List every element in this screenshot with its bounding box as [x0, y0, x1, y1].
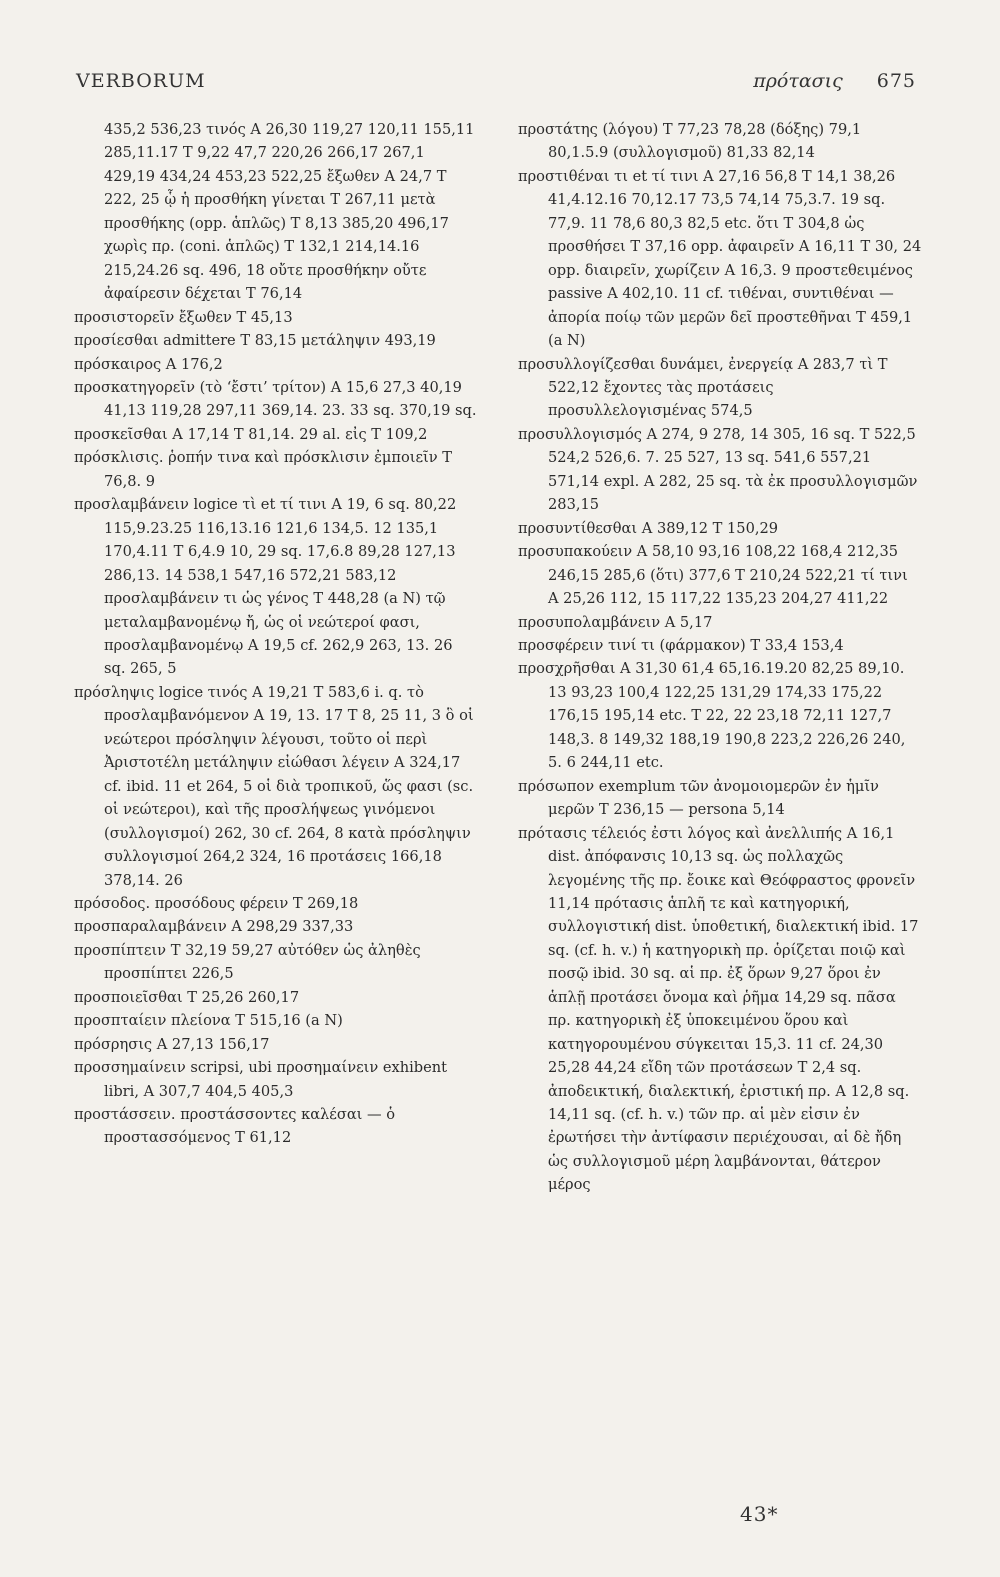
index-entry: προσυντίθεσθαι A 389,12 T 150,29: [518, 519, 779, 537]
index-entry: προστάσσειν. προστάσσοντες καλέσαι — ὁ προστασσόμενος T 61,12: [74, 1106, 396, 1147]
index-entry: 435,2 536,23 τινός A 26,30 119,27 120,11 155,11 285,11.17 T 9,22 47,7 220,26 266,17 267,1 429,19 434,24 453,23 522,25 ἔξωθεν A 24,7 T 222, 25 ᾧ ἡ προσθήκη γίνεται T 267,11 μετὰ προσθήκης (opp. ἁπλῶς) T 8,13 385,20 496,17 χωρὶς πρ. (coni. ἁπλῶς) T 132,1 214,14.16 215,24.26 sq. 496, 18 οὔτε προσθήκην οὔτε ἀφαίρεσιν δέχεται T 76,14: [104, 121, 475, 303]
index-entry: προσκατηγορεῖν (τὸ ‘ἔστι’ τρίτον) A 15,6 27,3 40,19 41,13 119,28 297,11 369,14. 23. 33 sq. 370,19 sq.: [74, 378, 477, 420]
index-entry: προσπίπτειν T 32,19 59,27 αὐτόθεν ὡς ἀληθὲς προσπίπτει 226,5: [74, 941, 421, 983]
index-entry: πρόσκλισις. ῥοπήν τινα καὶ πρόσκλισιν ἐμποιεῖν T 76,8. 9: [74, 449, 453, 490]
right-column: [518, 118, 922, 1197]
index-entry: προσπταίειν πλείονα T 515,16 (a N): [74, 1012, 343, 1030]
index-columns: [74, 118, 922, 1197]
index-entry: προσσημαίνειν scripsi, ubi προσημαίνειν exhibent libri, A 307,7 404,5 405,3: [74, 1059, 448, 1100]
index-entry: προσυλλογισμός A 274, 9 278, 14 305, 16 sq. T 522,5 524,2 526,6. 7. 25 527, 13 sq. 541,6 557,21 571,14 expl. A 282, 25 sq. τὰ ἐκ προσυλλογισμῶν 283,15: [518, 425, 918, 514]
index-entry: προσυλλογίζεσθαι δυνάμει, ἐνεργείᾳ A 283,7 τὶ T 522,12 ἔχοντες τὰς προτάσεις προσυλλελογισμένας 574,5: [518, 355, 888, 420]
index-entry: προσκεῖσθαι A 17,14 T 81,14. 29 al. εἰς T 109,2: [74, 425, 428, 443]
index-entry: προσποιεῖσθαι T 25,26 260,17: [74, 988, 300, 1006]
index-entry: προσυπακούειν A 58,10 93,16 108,22 168,4 212,35 246,15 285,6 (ὅτι) 377,6 T 210,24 522,21 τί τινι A 25,26 112, 15 117,22 135,23 204,27 411,22: [518, 543, 908, 608]
index-entry: προσυπολαμβάνειν A 5,17: [518, 613, 713, 631]
index-entry: προσιστορεῖν ἔξωθεν T 45,13: [74, 308, 293, 326]
running-head-left: VERBORUM: [76, 70, 206, 92]
index-entry: προσχρῆσθαι A 31,30 61,4 65,16.19.20 82,25 89,10. 13 93,23 100,4 122,25 131,29 174,33 175,22 176,15 195,14 etc. T 22, 22 23,18 72,11 127,7 148,3. 8 149,32 188,19 190,8 223,2 226,26 240, 5. 6 244,11 etc.: [518, 660, 906, 772]
index-entry: πρόσρησις A 27,13 156,17: [74, 1035, 270, 1053]
running-head-right: [753, 70, 916, 92]
index-entry: πρόσωπον exemplum τῶν ἀνομοιομερῶν ἐν ἡμῖν μερῶν T 236,15 — persona 5,14: [518, 777, 879, 819]
index-entry: προστιθέναι τι et τί τινι A 27,16 56,8 T 14,1 38,26 41,4.12.16 70,12.17 73,5 74,14 75,3.7. 19 sq. 77,9. 11 78,6 80,3 82,5 etc. ὅτι T 304,8 ὡς προσθήσει T 37,16 opp. ἀφαιρεῖν A 16,11 T 30, 24 opp. διαιρεῖν, χωρίζειν A 16,3. 9 προστεθειμένος passive A 402,10. 11 cf. τιθέναι, συντιθέναι — ἀπορία ποίῳ τῶν μερῶν δεῖ προστεθῆναι T 459,1 (a N): [518, 167, 922, 350]
index-entry: πρότασις τέλειός ἐστι λόγος καὶ ἀνελλιπής A 16,1 dist. ἀπόφανσις 10,13 sq. ὡς πολλαχῶς λεγομένης τῆς πρ. ἔοικε καὶ Θεόφραστος φρονεῖν 11,14 πρότασις ἁπλῆ τε καὶ κατηγορική, συλλογιστική dist. ὑποθετική, διαλεκτική ibid. 17 sq. (cf. h. v.) ἡ κατηγορικὴ πρ. ὁρίζεται ποιῷ καὶ ποσῷ ibid. 30 sq. αἱ πρ. ἐξ ὅρων 9,27 ὅροι ἐν ἁπλῇ προτάσει ὄνομα καὶ ῥῆμα 14,29 sq. πᾶσα πρ. κατηγορικὴ ἐξ ὑποκειμένου ὅρου καὶ κατηγορουμένου σύγκειται 15,3. 11 cf. 24,30 25,28 44,24 εἴδη τῶν προτάσεων T 2,4 sq. ἀποδεικτική, διαλεκτική, ἐριστική πρ. A 12,8 sq. 14,11 sq. (cf. h. v.) τῶν πρ. αἱ μὲν εἰσιν ἐν ἐρωτήσει τὴν ἀντίφασιν περιέχουσαι, αἱ δὲ ἤδη ὡς συλλογισμοῦ μέρη λαμβάνονται, θάτερον μέρος: [518, 824, 919, 1194]
index-entry: προσπαραλαμβάνειν A 298,29 337,33: [74, 918, 354, 936]
index-entry: πρόσοδος. προσόδους φέρειν T 269,18: [74, 894, 359, 912]
left-column: [74, 118, 478, 1197]
signature-mark: 43*: [740, 1502, 779, 1526]
index-entry: προστάτης (λόγου) T 77,23 78,28 (δόξης) 79,1 80,1.5.9 (συλλογισμοῦ) 81,33 82,14: [518, 121, 862, 162]
index-entry: πρόσκαιρος A 176,2: [74, 355, 223, 373]
index-entry: πρόσληψις logice τινός A 19,21 T 583,6 i. q. τὸ προσλαμβανόμενον A 19, 13. 17 T 8, 25 11, 3 ὃ οἱ νεώτεροι πρόσληψιν λέγουσι, τοῦτο οἱ περὶ Ἀριστοτέλη μετάληψιν εἰώθασι λέγειν A 324,17 cf. ibid. 11 et 264, 5 οἱ διὰ τροπικοῦ, ὥς φασι (sc. οἱ νεώτεροι), καὶ τῆς προσλήψεως γινόμενοι (συλλογισμοί) 262, 30 cf. 264, 8 κατὰ πρόσληψιν συλλογισμοί 264,2 324, 16 προτάσεις 166,18 378,14. 26: [74, 683, 474, 889]
index-entry: προσλαμβάνειν logice τὶ et τί τινι A 19, 6 sq. 80,22 115,9.23.25 116,13.16 121,6 134,5. 12 135,1 170,4.11 T 6,4.9 10, 29 sq. 17,6.8 89,28 127,13 286,13. 14 538,1 547,16 572,21 583,12 προσλαμβάνειν τι ὡς γένος T 448,28 (a N) τῷ μεταλαμβανομένῳ ἤ, ὡς οἱ νεώτεροί φασι, προσλαμβανομένῳ A 19,5 cf. 262,9 263, 13. 26 sq. 265, 5: [74, 496, 457, 678]
running-head-word: πρότασις: [753, 70, 843, 92]
index-entry: προσφέρειν τινί τι (φάρμακον) T 33,4 153,4: [518, 636, 844, 654]
running-head: [76, 70, 916, 100]
index-entry: προσίεσθαι admittere T 83,15 μετάληψιν 493,19: [74, 332, 436, 350]
page-number: 675: [876, 70, 916, 92]
